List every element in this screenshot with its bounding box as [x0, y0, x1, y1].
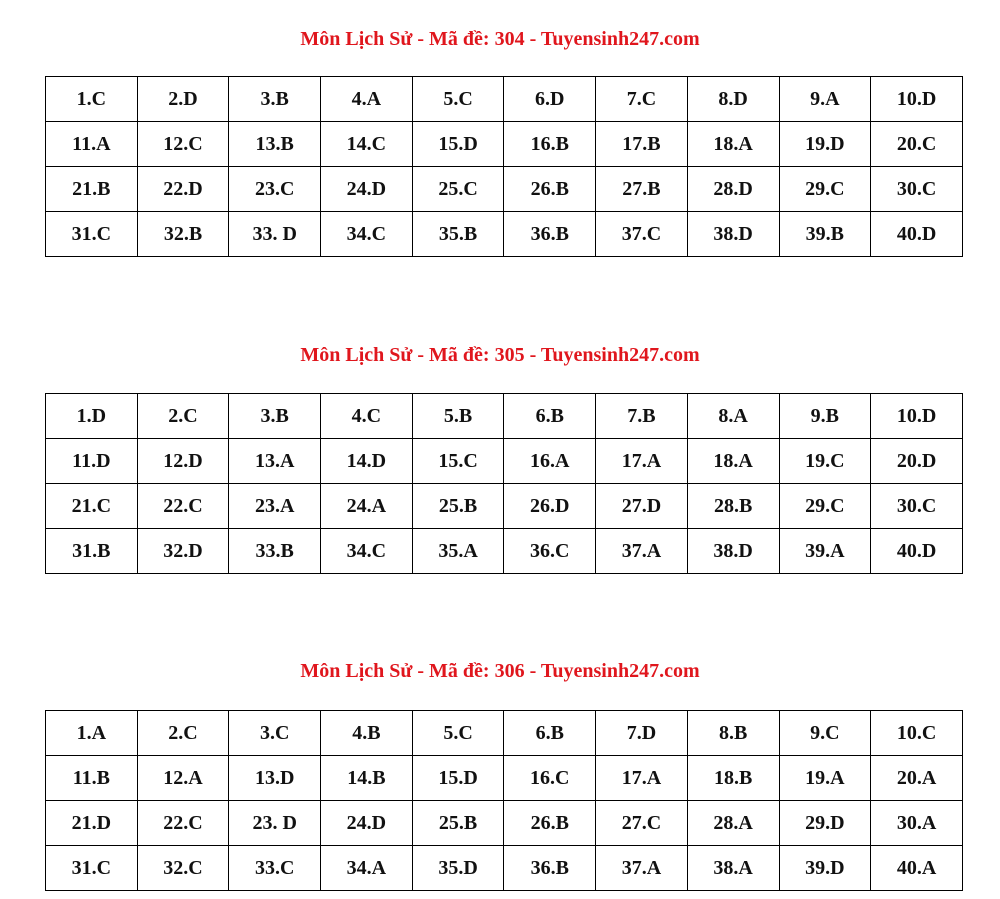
answer-row: [46, 167, 963, 212]
answer-cell: 32.C: [137, 846, 229, 891]
section-title-306: Môn Lịch Sử - Mã đề: 306 - Tuyensinh247.com: [300, 660, 700, 682]
answer-cell: 13.B: [229, 122, 321, 167]
answer-cell: 26.B: [504, 801, 596, 846]
answer-cell: 9.A: [779, 77, 871, 122]
answer-cell: 34.C: [321, 212, 413, 257]
answer-cell: 9.C: [779, 711, 871, 756]
answer-cell: 10.D: [871, 394, 963, 439]
answer-cell: 22.D: [137, 167, 229, 212]
answer-cell: 13.D: [229, 756, 321, 801]
answer-cell: 21.D: [46, 801, 138, 846]
answer-row: [46, 122, 963, 167]
answer-cell: 19.D: [779, 122, 871, 167]
answer-cell: 19.A: [779, 756, 871, 801]
answer-cell: 29.C: [779, 167, 871, 212]
answer-cell: 15.D: [412, 756, 504, 801]
answer-cell: 37.A: [596, 529, 688, 574]
answer-cell: 17.A: [596, 756, 688, 801]
answer-cell: 10.C: [871, 711, 963, 756]
answer-cell: 11.A: [46, 122, 138, 167]
answer-row: [46, 801, 963, 846]
answer-row: [46, 394, 963, 439]
answer-cell: 18.A: [687, 439, 779, 484]
answer-cell: 36.B: [504, 846, 596, 891]
answer-cell: 26.D: [504, 484, 596, 529]
answer-row: [46, 439, 963, 484]
answer-cell: 38.D: [687, 212, 779, 257]
answer-cell: 25.C: [412, 167, 504, 212]
answer-cell: 20.C: [871, 122, 963, 167]
answer-cell: 28.D: [687, 167, 779, 212]
answer-cell: 3.C: [229, 711, 321, 756]
answer-cell: 27.C: [596, 801, 688, 846]
answer-cell: 35.D: [412, 846, 504, 891]
answer-cell: 3.B: [229, 394, 321, 439]
answer-cell: 8.B: [687, 711, 779, 756]
answer-row: [46, 529, 963, 574]
answer-cell: 35.A: [412, 529, 504, 574]
answer-cell: 1.A: [46, 711, 138, 756]
answer-cell: 35.B: [412, 212, 504, 257]
answer-cell: 40.A: [871, 846, 963, 891]
answer-cell: 39.D: [779, 846, 871, 891]
answer-cell: 33.C: [229, 846, 321, 891]
answer-cell: 27.D: [596, 484, 688, 529]
answer-cell: 38.A: [687, 846, 779, 891]
answer-row: [46, 212, 963, 257]
answer-cell: 14.D: [321, 439, 413, 484]
answer-cell: 14.B: [321, 756, 413, 801]
answer-cell: 18.B: [687, 756, 779, 801]
answer-row: [46, 846, 963, 891]
answer-cell: 11.B: [46, 756, 138, 801]
answer-cell: 8.D: [687, 77, 779, 122]
answer-cell: 32.D: [137, 529, 229, 574]
answer-cell: 31.C: [46, 846, 138, 891]
answer-cell: 3.B: [229, 77, 321, 122]
answer-cell: 5.C: [412, 77, 504, 122]
answer-cell: 24.D: [321, 801, 413, 846]
answer-cell: 10.D: [871, 77, 963, 122]
answer-cell: 6.D: [504, 77, 596, 122]
answer-cell: 4.B: [321, 711, 413, 756]
answer-cell: 39.A: [779, 529, 871, 574]
answer-cell: 29.D: [779, 801, 871, 846]
answer-cell: 14.C: [321, 122, 413, 167]
answer-cell: 21.C: [46, 484, 138, 529]
answer-table-304: [45, 76, 963, 257]
answer-cell: 28.A: [687, 801, 779, 846]
answer-cell: 21.B: [46, 167, 138, 212]
answer-cell: 7.C: [596, 77, 688, 122]
answer-cell: 7.B: [596, 394, 688, 439]
answer-cell: 2.D: [137, 77, 229, 122]
answer-row: [46, 484, 963, 529]
answer-cell: 15.D: [412, 122, 504, 167]
answer-cell: 6.B: [504, 394, 596, 439]
answer-cell: 22.C: [137, 801, 229, 846]
answer-cell: 11.D: [46, 439, 138, 484]
answer-cell: 40.D: [871, 212, 963, 257]
answer-cell: 5.B: [412, 394, 504, 439]
answer-cell: 24.D: [321, 167, 413, 212]
answer-cell: 17.A: [596, 439, 688, 484]
section-title-304: Môn Lịch Sử - Mã đề: 304 - Tuyensinh247.com: [300, 28, 700, 50]
section-title-305: Môn Lịch Sử - Mã đề: 305 - Tuyensinh247.com: [300, 344, 700, 366]
answer-cell: 1.D: [46, 394, 138, 439]
answer-cell: 40.D: [871, 529, 963, 574]
answer-cell: 23.A: [229, 484, 321, 529]
answer-cell: 28.B: [687, 484, 779, 529]
answer-cell: 15.C: [412, 439, 504, 484]
answer-cell: 9.B: [779, 394, 871, 439]
answer-cell: 30.C: [871, 167, 963, 212]
answer-cell: 33.B: [229, 529, 321, 574]
answer-cell: 16.A: [504, 439, 596, 484]
answer-cell: 36.B: [504, 212, 596, 257]
answer-cell: 34.A: [321, 846, 413, 891]
answer-cell: 36.C: [504, 529, 596, 574]
answer-cell: 12.D: [137, 439, 229, 484]
answer-table-306: [45, 710, 963, 891]
answer-cell: 23.C: [229, 167, 321, 212]
answer-cell: 2.C: [137, 711, 229, 756]
answer-row: [46, 711, 963, 756]
answer-row: [46, 756, 963, 801]
answer-table-305: [45, 393, 963, 574]
answer-cell: 29.C: [779, 484, 871, 529]
answer-cell: 4.C: [321, 394, 413, 439]
answer-cell: 20.A: [871, 756, 963, 801]
answer-cell: 30.C: [871, 484, 963, 529]
answer-cell: 37.A: [596, 846, 688, 891]
answer-cell: 32.B: [137, 212, 229, 257]
answer-cell: 23. D: [229, 801, 321, 846]
answer-cell: 4.A: [321, 77, 413, 122]
answer-row: [46, 77, 963, 122]
answer-cell: 33. D: [229, 212, 321, 257]
answer-cell: 39.B: [779, 212, 871, 257]
answer-cell: 27.B: [596, 167, 688, 212]
answer-cell: 20.D: [871, 439, 963, 484]
answer-cell: 1.C: [46, 77, 138, 122]
answer-cell: 19.C: [779, 439, 871, 484]
answer-cell: 17.B: [596, 122, 688, 167]
answer-cell: 5.C: [412, 711, 504, 756]
answer-cell: 22.C: [137, 484, 229, 529]
answer-cell: 25.B: [412, 801, 504, 846]
answer-cell: 18.A: [687, 122, 779, 167]
answer-cell: 24.A: [321, 484, 413, 529]
answer-cell: 30.A: [871, 801, 963, 846]
answer-cell: 16.C: [504, 756, 596, 801]
answer-cell: 31.B: [46, 529, 138, 574]
answer-cell: 34.C: [321, 529, 413, 574]
answer-cell: 26.B: [504, 167, 596, 212]
answer-cell: 8.A: [687, 394, 779, 439]
answer-cell: 7.D: [596, 711, 688, 756]
answer-cell: 37.C: [596, 212, 688, 257]
answer-cell: 31.C: [46, 212, 138, 257]
answer-cell: 13.A: [229, 439, 321, 484]
answer-cell: 16.B: [504, 122, 596, 167]
answer-cell: 12.C: [137, 122, 229, 167]
answer-cell: 25.B: [412, 484, 504, 529]
answer-cell: 38.D: [687, 529, 779, 574]
answer-cell: 12.A: [137, 756, 229, 801]
answer-cell: 2.C: [137, 394, 229, 439]
answer-cell: 6.B: [504, 711, 596, 756]
